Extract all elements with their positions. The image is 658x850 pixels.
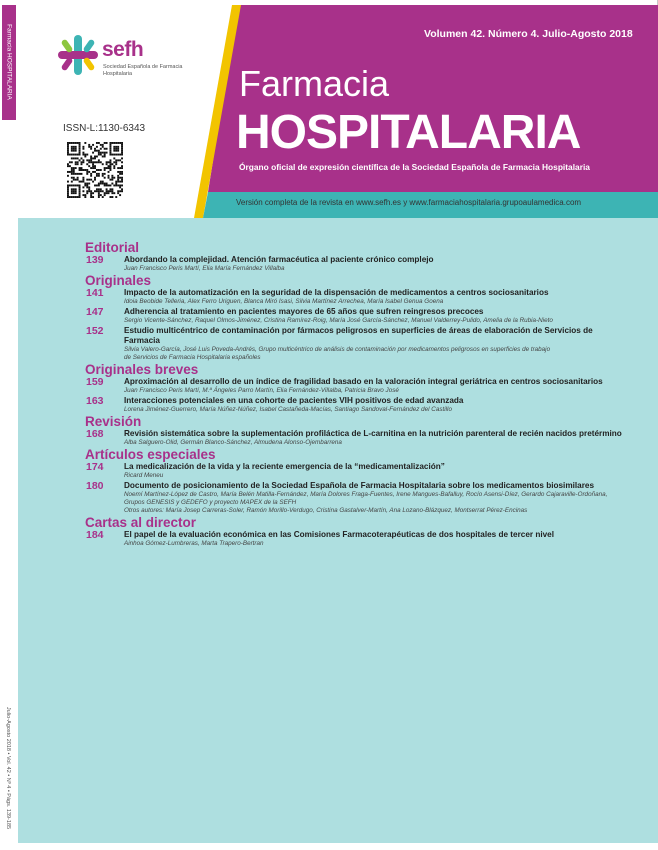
article-authors: Otros autores: María Josep Carreras-Soler, Ramón Morillo-Verdugo, Cristina Gastalver-Martín, Ana Lozano-Blázquez, Montserrat Pérez-Encinas bbox=[124, 507, 528, 514]
article-authors: Alba Salguero-Olid, Germán Blanco-Sánchez, Almudena Alonso-Ojembarrena bbox=[124, 439, 342, 446]
toc-entry[interactable] bbox=[85, 396, 625, 414]
spine-issue-info: Julio-Agosto 2018 • Vol. 42 • Nº 4 • Págs. 139-185 bbox=[5, 706, 11, 830]
page-number: 168 bbox=[86, 428, 104, 440]
article-authors: Grupos GENESIS y GEDEFO y proyecto MAPEX de la SEFH bbox=[124, 499, 297, 506]
article-title[interactable]: Interacciones potenciales en una cohorte de pacientes VIH positivos de edad avanzada bbox=[124, 396, 464, 405]
section-heading: Originales breves bbox=[85, 362, 199, 377]
page-number: 159 bbox=[86, 376, 104, 388]
page-number: 174 bbox=[86, 461, 104, 473]
article-authors: Lorena Jiménez-Guerrero, María Núñez-Núñez, Isabel Castañeda-Macías, Santiago Sandoval-Fernández del Castillo bbox=[124, 406, 452, 413]
page-number: 163 bbox=[86, 395, 104, 407]
page-number: 139 bbox=[86, 254, 104, 266]
toc-entry[interactable] bbox=[85, 429, 625, 447]
page-number: 147 bbox=[86, 306, 104, 318]
section-heading: Revisión bbox=[85, 414, 142, 429]
article-authors: Idoia Beobide Telleria, Alex Ferro Uriguen, Blanca Miró Isasi, Silvia Martínez Arrechea, María Isabel Genua Goena bbox=[124, 298, 444, 305]
toc-entry[interactable] bbox=[85, 377, 625, 395]
toc-entry[interactable] bbox=[85, 530, 625, 548]
page-number: 152 bbox=[86, 325, 104, 337]
toc-entry[interactable] bbox=[85, 288, 625, 306]
sefh-cross-icon bbox=[56, 33, 100, 77]
article-title[interactable]: Abordando la complejidad. Atención farmacéutica al paciente crónico complejo bbox=[124, 255, 434, 264]
volume-issue: Volumen 42. Número 4. Julio-Agosto 2018 bbox=[424, 28, 633, 40]
toc-entry[interactable] bbox=[85, 307, 625, 325]
article-title[interactable]: Aproximación al desarrollo de un índice de fragilidad basado en la valoración integral geriátrica en centros sociosanitarios bbox=[124, 377, 603, 386]
article-authors: Juan Francisco Peris Martí, M.ª Ángeles Parro Martín, Elia Fernández-Villalba, Patricia Bravo José bbox=[124, 387, 399, 394]
article-title[interactable]: La medicalización de la vida y la reciente emergencia de la “medicamentalización” bbox=[124, 462, 445, 471]
section-heading: Editorial bbox=[85, 240, 140, 255]
article-title[interactable]: Revisión sistemática sobre la suplementación profiláctica de L-carnitina en la nutrición parenteral de recién nacidos pretérmino bbox=[124, 429, 622, 438]
toc-entry[interactable] bbox=[85, 255, 625, 273]
journal-subtitle: Órgano oficial de expresión científica de la Sociedad Española de Farmacia Hospitalaria bbox=[239, 162, 590, 172]
website-note: Versión completa de la revista en www.sefh.es y www.farmaciahospitalaria.grupoaulamedica.com bbox=[236, 198, 582, 207]
article-authors: Juan Francisco Peris Martí, Elia María Fernández Villalba bbox=[124, 265, 285, 272]
page-bottom-strip bbox=[18, 843, 658, 850]
logo-subtitle: Sociedad Española de Farmacia Hospitalaria bbox=[103, 64, 183, 77]
article-authors: Silvia Valero-García, José Luis Poveda-Andrés, Grupo multicéntrico de análisis de contaminación por medicamentos peligrosos en superficies de trabajo bbox=[124, 346, 551, 353]
section-heading: Artículos especiales bbox=[85, 447, 216, 462]
article-title[interactable]: El papel de la evaluación económica en las Comisiones Farmacoterapéuticas de dos hospitales de tercer nivel bbox=[124, 530, 555, 539]
article-authors: Noemí Martínez-López de Castro, María Belén Matilla-Fernández, María Dolores Fraga-Fuentes, Irene Mangues-Bafalluy, Rocío Asensi-Díez, Gerardo Cajaraville-Ordoñana, bbox=[124, 491, 608, 498]
page-number: 180 bbox=[86, 480, 104, 492]
spine-title: Farmacia HOSPITALARIA bbox=[5, 24, 13, 100]
qr-code-icon bbox=[67, 142, 123, 198]
article-authors: Sergio Vicente-Sánchez, Raquel Olmos-Jiménez, Cristina Ramírez-Roig, María José García-Sánchez, Manuel Valderrey-Pulido, Amelia de la Rubia-Nieto bbox=[124, 317, 553, 324]
article-authors: de Servicios de Farmacia Hospitalaria españoles bbox=[124, 354, 261, 361]
page-number: 141 bbox=[86, 287, 104, 299]
logo-name: sefh bbox=[102, 38, 144, 61]
article-title[interactable]: Documento de posicionamiento de la Sociedad Española de Farmacia Hospitalaria sobre los medicamentos biosimilares bbox=[124, 481, 595, 490]
section-heading: Cartas al director bbox=[85, 515, 197, 530]
toc-entry[interactable] bbox=[85, 481, 625, 515]
article-title[interactable]: Impacto de la automatización en la seguridad de la dispensación de medicamentos a centros sociosanitarios bbox=[124, 288, 549, 297]
page-number: 184 bbox=[86, 529, 104, 541]
journal-title-line1: Farmacia bbox=[239, 63, 390, 104]
article-title[interactable]: Adherencia al tratamiento en pacientes mayores de 65 años que sufren reingresos precoces bbox=[124, 307, 484, 316]
article-authors: Ricard Meneu bbox=[124, 472, 164, 479]
toc-entry[interactable] bbox=[85, 462, 625, 480]
article-authors: Ainhoa Gómez-Lumbreras, Marta Trapero-Bertran bbox=[124, 540, 264, 547]
journal-title-line2: HOSPITALARIA bbox=[236, 106, 581, 159]
toc-entry[interactable] bbox=[85, 326, 625, 362]
issn: ISSN-L:1130-6343 bbox=[63, 123, 146, 134]
table-of-contents bbox=[85, 240, 625, 548]
section-heading: Originales bbox=[85, 273, 152, 288]
article-title[interactable]: Estudio multicéntrico de contaminación por fármacos peligrosos en superficies de áreas de elaboración de Servicios de Farmacia bbox=[124, 326, 593, 345]
